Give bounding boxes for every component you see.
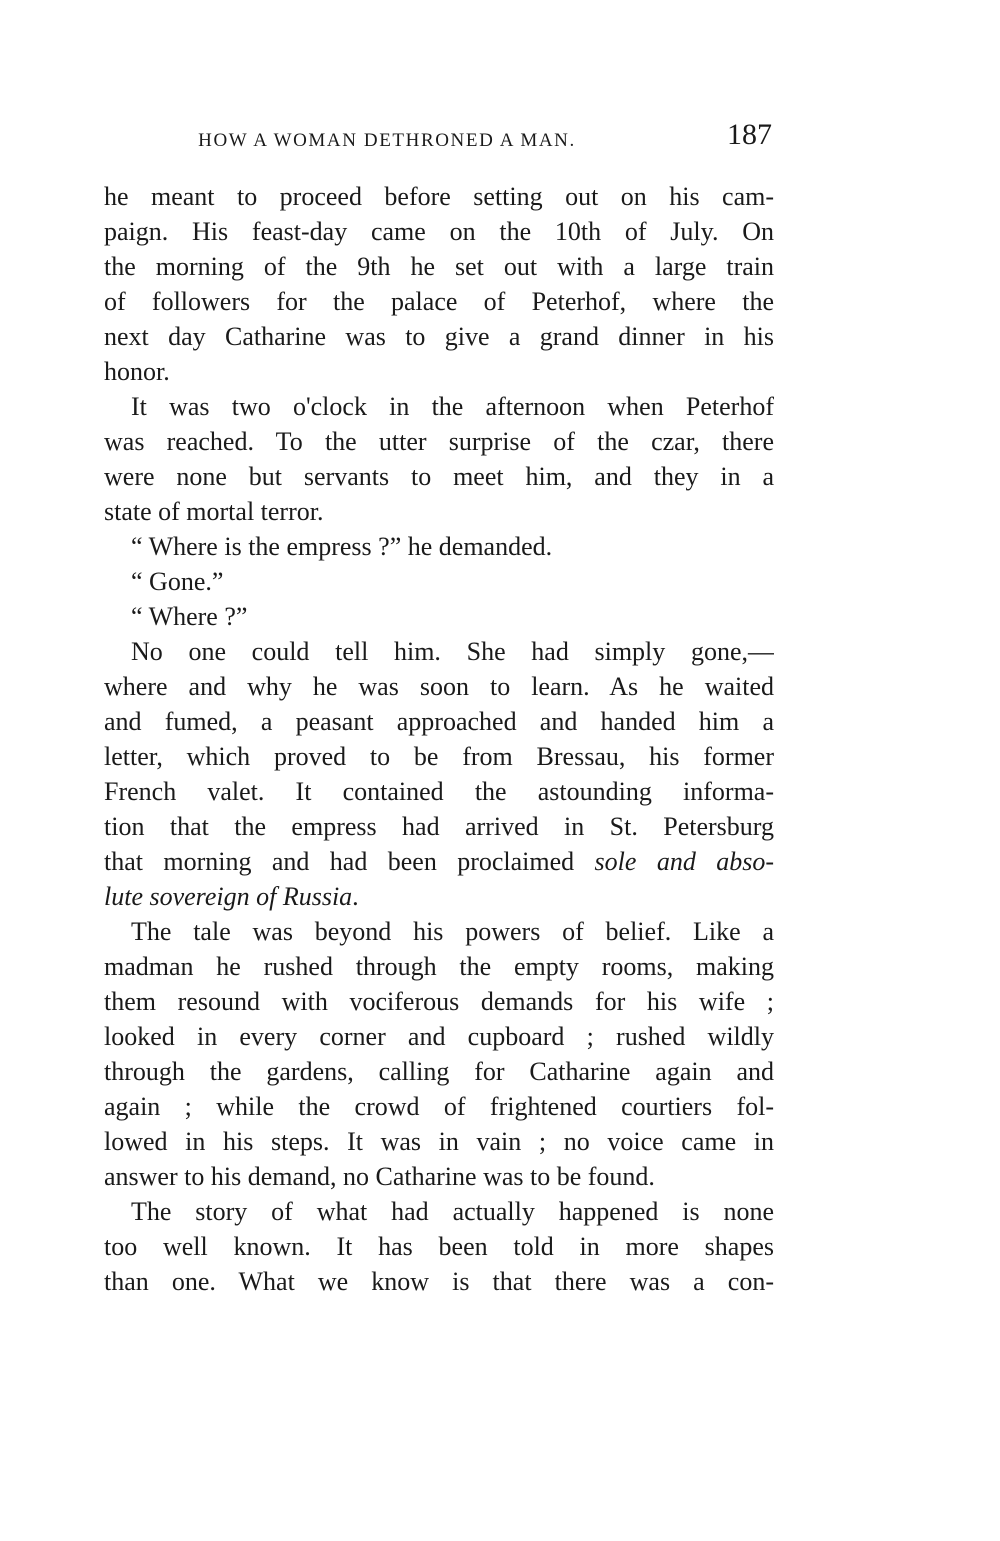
text-line: were none but servants to meet him, and they in a	[104, 462, 774, 491]
dialogue-line	[104, 599, 774, 634]
text-line: too well known. It has been told in more shapes	[104, 1232, 774, 1261]
text-line	[104, 879, 774, 914]
text-line: “ Gone.”	[131, 567, 224, 596]
paragraph	[104, 634, 774, 914]
paragraph	[104, 389, 774, 529]
dialogue-line	[104, 564, 774, 599]
text-line: again ; while the crowd of frightened courtiers fol-	[104, 1092, 774, 1121]
text-line: French valet. It contained the astounding informa-	[104, 777, 774, 806]
italic-text: lute sovereign of Russia	[104, 882, 353, 911]
text-line: The tale was beyond his powers of belief. Like a	[131, 917, 774, 946]
text-line: next day Catharine was to give a grand dinner in his	[104, 322, 774, 351]
page-number: 187	[727, 118, 772, 151]
text-line: the morning of the 9th he set out with a large train	[104, 252, 774, 281]
text-run: .	[352, 882, 359, 911]
text-line: through the gardens, calling for Catharine again and	[104, 1057, 774, 1086]
text-line: he meant to proceed before setting out on his cam-	[104, 182, 774, 211]
text-line: than one. What we know is that there was a con-	[104, 1267, 774, 1296]
text-line: It was two o'clock in the afternoon when Peterhof	[131, 392, 774, 421]
text-line: lowed in his steps. It was in vain ; no voice came in	[104, 1127, 774, 1156]
text-line: honor.	[104, 357, 170, 386]
text-line: No one could tell him. She had simply gone,—	[131, 637, 774, 666]
running-title: HOW A WOMAN DETHRONED A MAN.	[198, 130, 576, 151]
text-line: tion that the empress had arrived in St. Petersburg	[104, 812, 774, 841]
text-line: paign. His feast-day came on the 10th of July. On	[104, 217, 774, 246]
text-line: answer to his demand, no Catharine was to be found.	[104, 1162, 655, 1191]
text-run: that morning and had been proclaimed	[104, 847, 595, 876]
text-line: “ Where ?”	[131, 602, 248, 631]
text-line: them resound with vociferous demands for his wife ;	[104, 987, 774, 1016]
text-line: letter, which proved to be from Bressau, his former	[104, 742, 774, 771]
running-head	[104, 120, 774, 160]
italic-text: sole and abso-	[594, 847, 774, 876]
text-line: where and why he was soon to learn. As he waited	[104, 672, 774, 701]
body-text	[104, 179, 774, 1299]
paragraph	[104, 179, 774, 389]
text-line: looked in every corner and cupboard ; rushed wildly	[104, 1022, 774, 1051]
text-line: was reached. To the utter surprise of the czar, there	[104, 427, 774, 456]
text-line: “ Where is the empress ?” he demanded.	[131, 532, 553, 561]
text-line: and fumed, a peasant approached and handed him a	[104, 707, 774, 736]
text-line: state of mortal terror.	[104, 497, 324, 526]
dialogue-line	[104, 529, 774, 564]
paragraph	[104, 914, 774, 1194]
paragraph	[104, 1194, 774, 1299]
text-line: The story of what had actually happened is none	[131, 1197, 774, 1226]
text-line: madman he rushed through the empty rooms, making	[104, 952, 774, 981]
text-line	[104, 844, 774, 879]
text-line: of followers for the palace of Peterhof, where the	[104, 287, 774, 316]
